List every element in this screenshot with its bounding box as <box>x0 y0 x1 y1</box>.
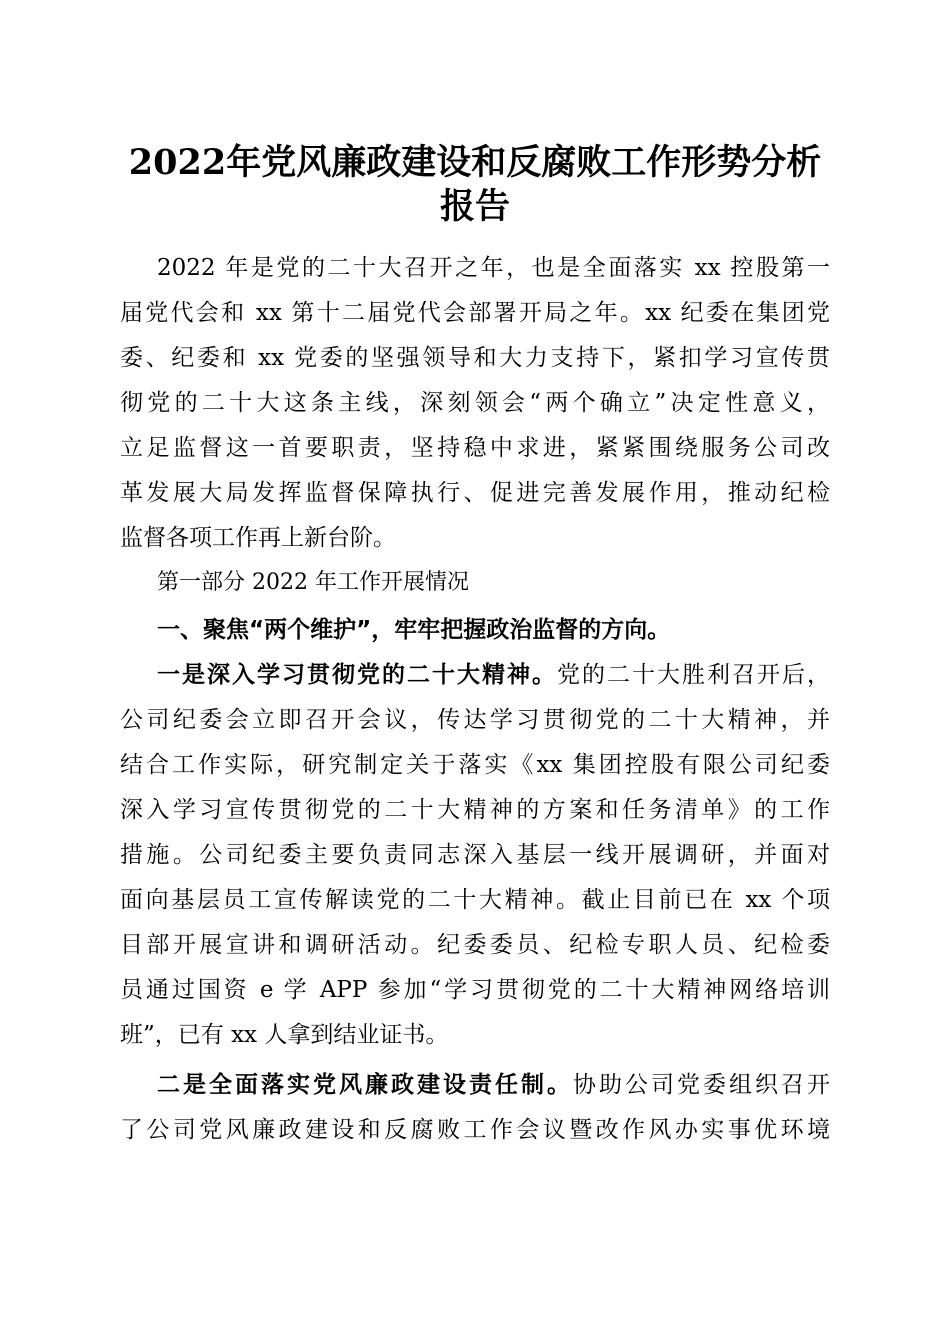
paragraph-line: 目部开展宣讲和调研活动。纪委委员、纪检专职人员、纪检委 <box>120 932 830 958</box>
paragraph-line: 结合工作实际，研究制定关于落实《xx 集团控股有限公司纪委 <box>120 752 830 778</box>
paragraph-line: 深入学习宣传贯彻党的二十大精神的方案和任务清单》的工作 <box>120 797 830 823</box>
document-title: 2022年党风廉政建设和反腐败工作形势分析 <box>128 142 822 183</box>
paragraph-first-line <box>157 653 830 697</box>
paragraph-line: 届党代会和 xx 第十二届党代会部署开局之年。xx 纪委在集团党 <box>120 300 830 326</box>
paragraph-lead: 一是深入学习贯彻党的二十大精神。 <box>157 661 557 688</box>
paragraph-line: 监督各项工作再上新台阶。 <box>120 525 396 551</box>
document-title-continued: 报告 <box>439 186 510 227</box>
paragraph-line: 彻党的二十大这条主线，深刻领会“两个确立”决定性意义， <box>120 390 830 416</box>
paragraph-line: 员通过国资 e 学 APP 参加“学习贯彻党的二十大精神网络培训 <box>120 977 830 1003</box>
paragraph-line: 面向基层员工宣传解读党的二十大精神。截止目前已在 xx 个项 <box>120 887 830 913</box>
paragraph-line: 了公司党风廉政建设和反腐败工作会议暨改作风办实事优环境 <box>120 1117 830 1143</box>
section-heading: 一、聚焦“两个维护”，牢牢把握政治监督的方向。 <box>157 617 671 643</box>
paragraph-line: 公司纪委会立即召开会议，传达学习贯彻党的二十大精神，并 <box>120 707 830 733</box>
paragraph-line: 立足监督这一首要职责，坚持稳中求进，紧紧围绕服务公司改 <box>120 435 830 461</box>
paragraph-line: 革发展大局发挥监督保障执行、促进完善发展作用，推动纪检 <box>120 480 830 506</box>
part-heading: 第一部分 2022 年工作开展情况 <box>157 570 469 595</box>
paragraph-line: 2022 年是党的二十大召开之年，也是全面落实 xx 控股第一 <box>157 255 830 281</box>
paragraph-text: 协助公司党委组织召开 <box>573 1072 830 1098</box>
paragraph-text: 党的二十大胜利召开后， <box>557 662 830 688</box>
paragraph-line: 班”，已有 xx 人拿到结业证书。 <box>120 1022 449 1048</box>
paragraph-line: 委、纪委和 xx 党委的坚强领导和大力支持下，紧扣学习宣传贯 <box>120 345 830 371</box>
paragraph-line: 措施。公司纪委主要负责同志深入基层一线开展调研，并面对 <box>120 842 830 868</box>
paragraph-first-line <box>157 1063 830 1107</box>
paragraph-lead: 二是全面落实党风廉政建设责任制。 <box>157 1071 573 1098</box>
